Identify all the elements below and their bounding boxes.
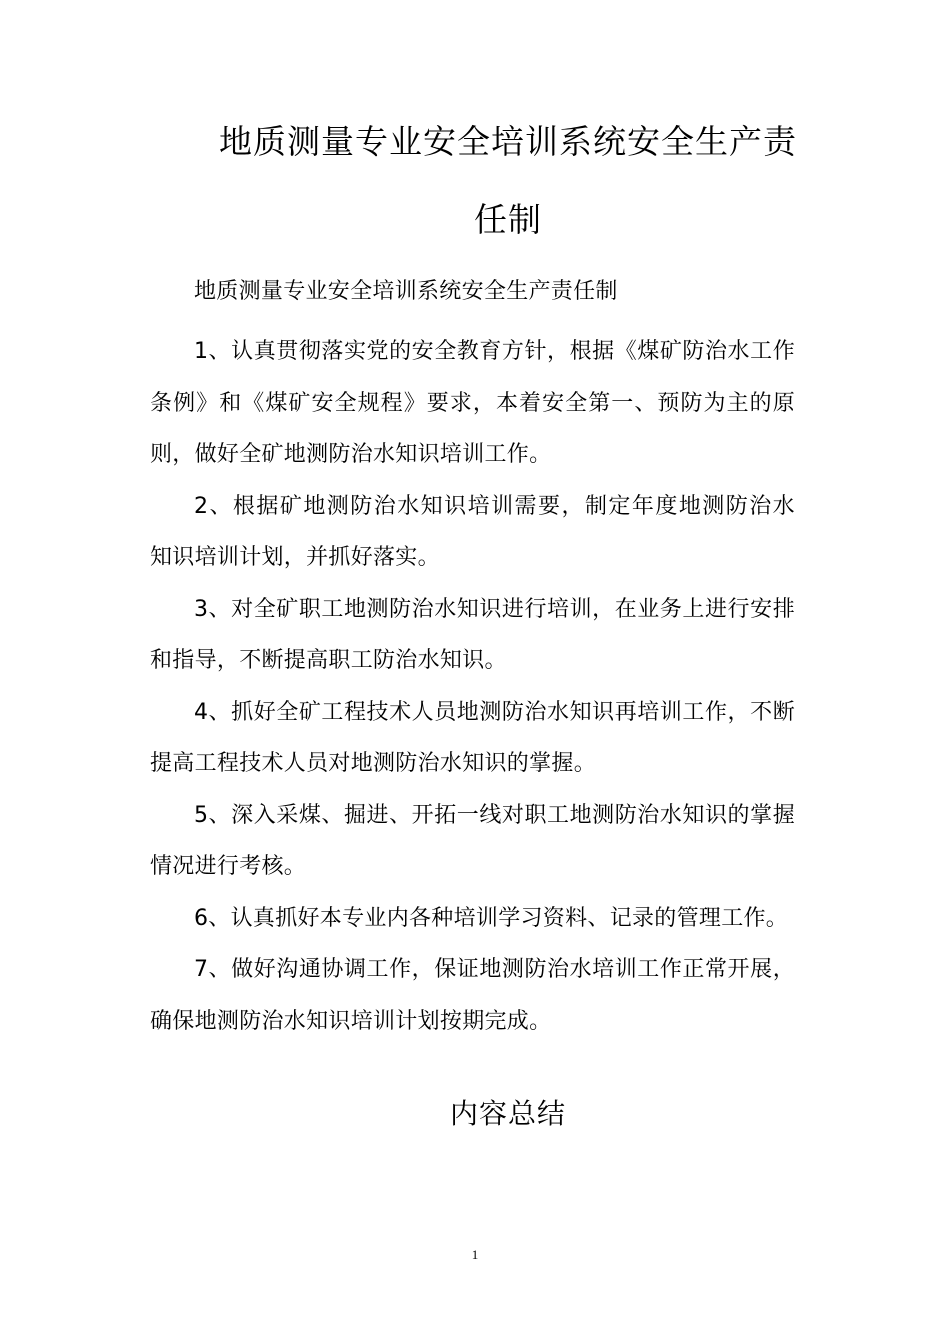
document-subtitle: 地质测量专业安全培训系统安全生产责任制 <box>194 279 618 304</box>
document-title-line-1: 地质测量专业安全培训系统安全生产责 <box>219 122 797 161</box>
paragraph-1: 1、认真贯彻落实党的安全教育方针，根据《煤矿防治水工作条例》和《煤矿安全规程》要求，本着安全第一、预防为主的原则，做好全矿地测防治水知识培训工作。 <box>150 339 795 467</box>
page-number: 1 <box>471 1247 479 1262</box>
document-body <box>150 326 795 1047</box>
paragraph-7: 7、做好沟通协调工作，保证地测防治水培训工作正常开展，确保地测防治水知识培训计划按期完成。 <box>150 957 795 1034</box>
document-title-line-2: 任制 <box>474 200 542 239</box>
paragraph-2: 2、根据矿地测防治水知识培训需要，制定年度地测防治水 知识培训计划，并抓好落实。 <box>150 493 795 570</box>
paragraph-3: 3、对全矿职工地测防治水知识进行培训，在业务上进行安排和指导，不断提高职工防治水知识。 <box>150 596 795 673</box>
paragraph-4: 4、抓好全矿工程技术人员地测防治水知识再培训工作，不断提高工程技术人员对地测防治水知识的掌握。 <box>150 699 795 776</box>
summary-heading: 内容总结 <box>449 1097 566 1130</box>
paragraph-5: 5、深入采煤、掘进、开拓一线对职工地测防治水知识的掌握情况进行考核。 <box>150 802 795 879</box>
paragraph-6: 6、认真抓好本专业内各种培训学习资料、记录的管理工作。 <box>194 905 789 931</box>
